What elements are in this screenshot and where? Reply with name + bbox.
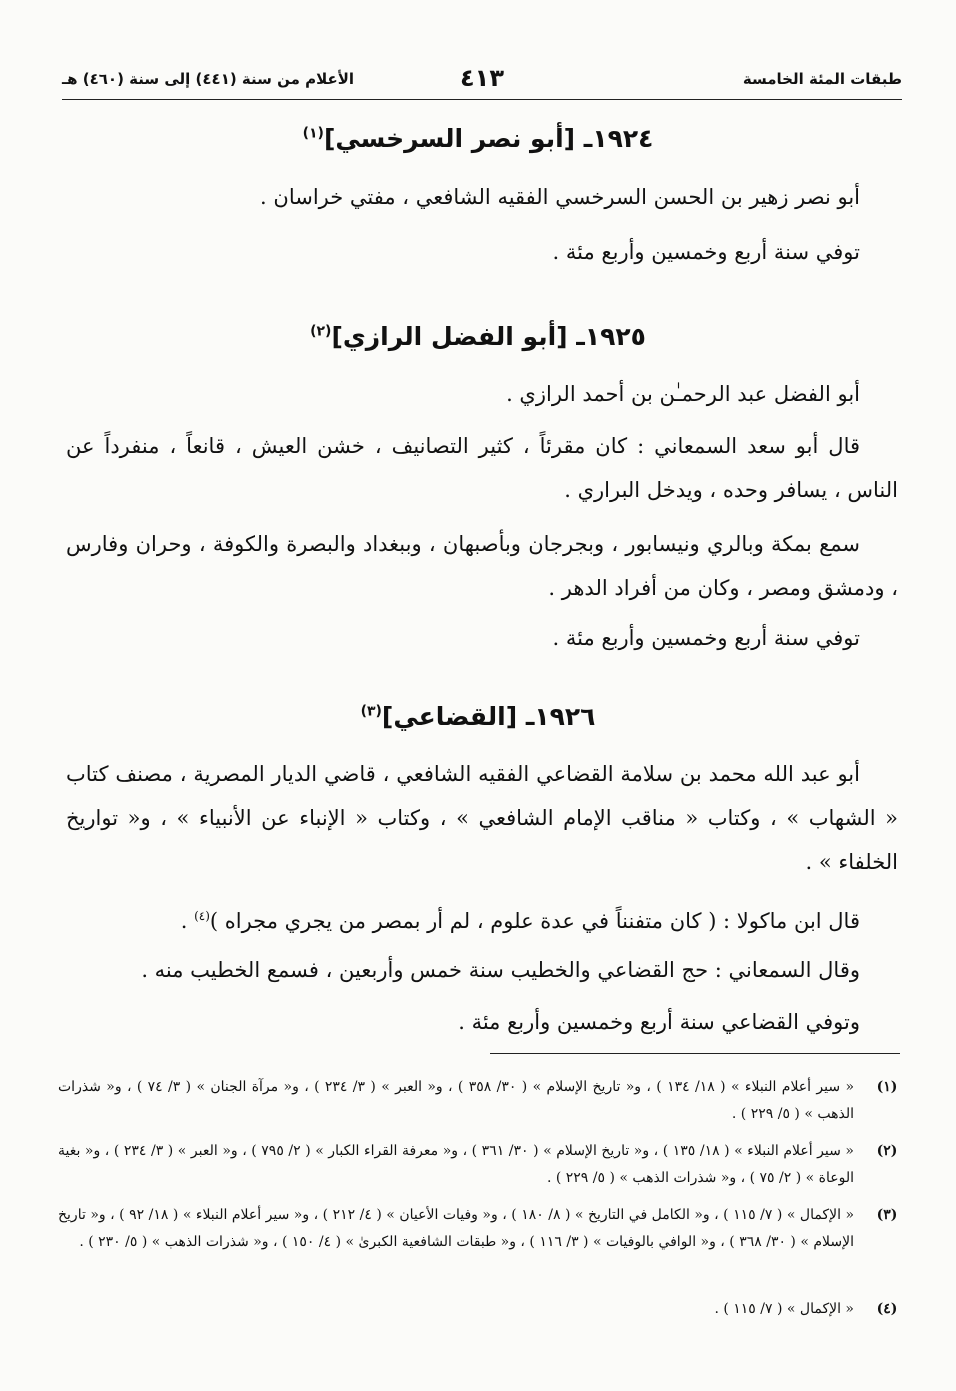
entry-1924-paragraph-1: أبو نصر زهير بن الحسن السرخسي الفقيه الشافعي ، مفتي خراسان . <box>260 185 860 209</box>
footnotes-divider <box>490 1053 900 1054</box>
footnote-marker: (١) <box>302 125 324 142</box>
entry-1925-paragraph-2: قال أبو سعد السمعاني : كان مقرئاً ، كثير التصانيف ، خشن العيش ، قانعاً ، منفرداً عن الناس ، يسافر وحده ، ويدخل البراري . <box>66 434 898 502</box>
header-section-title: طبقات المئة الخامسة <box>742 70 902 88</box>
entry-title-text: ١٩٢٦ـ [القضاعي] <box>381 702 596 731</box>
page-number: ٤١٣ <box>460 64 504 92</box>
entry-1924-paragraph-2: توفي سنة أربع وخمسين وأربع مئة . <box>552 240 860 264</box>
footnote-number: (٢) <box>876 1143 898 1159</box>
entry-title-1924 <box>0 124 956 153</box>
footnote-marker: (٣) <box>360 703 382 720</box>
footnote-4 <box>58 1296 904 1323</box>
footnote-marker: (٤) <box>194 909 210 923</box>
header-divider <box>62 99 902 100</box>
entry-1925-paragraph-1: أبو الفضل عبد الرحمـٰن بن أحمد الرازي . <box>506 382 860 406</box>
entry-title-text: ١٩٢٥ـ [أبو الفضل الرازي] <box>331 322 646 351</box>
footnote-2 <box>58 1138 904 1192</box>
entry-1926-paragraph-4: وتوفي القضاعي سنة أربع وخمسين وأربع مئة . <box>458 1010 860 1034</box>
entry-title-text: ١٩٢٤ـ [أبو نصر السرخسي] <box>323 124 654 153</box>
quote-end: . <box>180 909 195 933</box>
header-year-range: الأعلام من سنة (٤٤١) إلى سنة (٤٦٠) هـ <box>62 70 355 88</box>
footnote-number: (٤) <box>876 1301 898 1317</box>
footnote-number: (١) <box>876 1079 898 1095</box>
entry-title-1925 <box>0 322 956 351</box>
footnote-text: « الإكمال » ( ٧/ ١١٥ ) . <box>714 1301 854 1317</box>
footnote-text: « سير أعلام النبلاء » ( ١٨/ ١٣٥ ) ، و« تاريخ الإسلام » ( ٣٠/ ٣٦١ ) ، و« معرفة القراء الكبار » ( ٢/ ٧٩٥ ) ، و« العبر » ( ٣/ ٢٣٤ ) ، و« بغية الوعاة » ( ٢/ ٧٥ ) ، و« شذرات الذهب » ( ٥/ ٢٢٩ ) . <box>58 1143 854 1186</box>
entry-1926-paragraph-2 <box>66 894 898 943</box>
footnote-text: « سير أعلام النبلاء » ( ١٨/ ١٣٤ ) ، و« تاريخ الإسلام » ( ٣٠/ ٣٥٨ ) ، و« العبر » ( ٣/ ٢٣٤ ) ، و« مرآة الجنان » ( ٣/ ٧٤ ) ، و« شذرات الذهب » ( ٥/ ٢٢٩ ) . <box>58 1079 855 1122</box>
entry-1925-paragraph-4: توفي سنة أربع وخمسين وأربع مئة . <box>552 626 860 650</box>
footnote-number: (٣) <box>876 1207 898 1223</box>
quote-text: قال ابن ماكولا : ( كان متفنناً في عدة علوم ، لم أر بمصر من يجري مجراه ) <box>209 909 860 933</box>
footnote-text: « الإكمال » ( ٧/ ١١٥ ) ، و« الكامل في التاريخ » ( ٨/ ١٨٠ ) ، و« وفيات الأعيان » ( ٤/ ٢١٢ ) ، و« سير أعلام النبلاء » ( ١٨/ ٩٢ ) ، و« تاريخ الإسلام » ( ٣٠/ ٣٦٨ ) ، و« الوافي بالوفيات » ( ٣/ ١١٦ ) ، و« طبقات الشافعية الكبرىٰ » ( ٤/ ١٥٠ ) ، و« شذرات الذهب » ( ٥/ ٢٣٠ ) . <box>58 1207 855 1250</box>
entry-title-1926 <box>0 702 956 731</box>
footnote-marker: (٢) <box>310 323 332 340</box>
entry-1925-paragraph-3: سمع بمكة وبالري ونيسابور ، وبجرجان وبأصبهان ، وببغداد والبصرة والكوفة ، وحران وفارس ، ودمشق ومصر ، وكان من أفراد الدهر . <box>66 532 898 600</box>
entry-1926-paragraph-1: أبو عبد الله محمد بن سلامة القضاعي الفقيه الشافعي ، قاضي الديار المصرية ، مصنف كتاب « الشهاب » ، وكتاب « مناقب الإمام الشافعي » ، وكتاب « الإنباء عن الأنبياء » ، و« تواريخ الخلفاء » . <box>66 762 898 874</box>
page-header <box>62 62 902 96</box>
footnote-3 <box>58 1202 904 1256</box>
footnote-1 <box>58 1074 904 1128</box>
entry-1926-paragraph-3: وقال السمعاني : حج القضاعي والخطيب سنة خمس وأربعين ، فسمع الخطيب منه . <box>141 958 860 982</box>
